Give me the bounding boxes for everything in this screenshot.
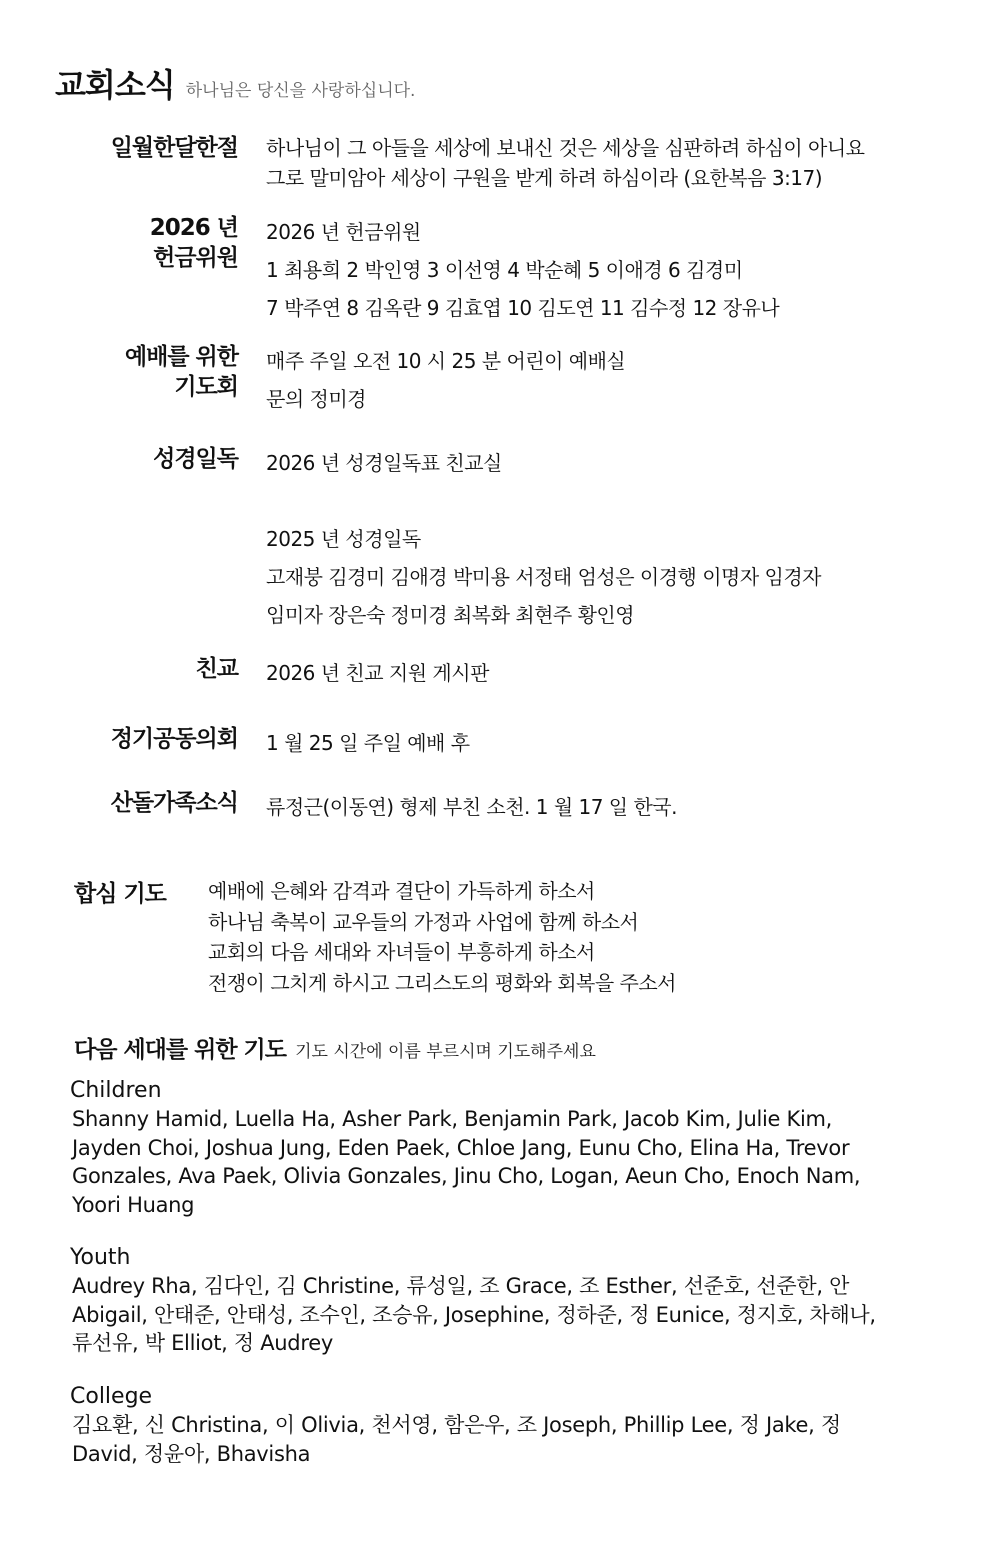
bible-reading-line: 2025 년 성경일독 xyxy=(266,527,421,551)
united-prayer-line: 하나님 축복이 교우들의 가정과 사업에 함께 하소서 xyxy=(208,909,639,934)
names-line: Audrey Rha, 김다인, 김 Christine, 류성일, 조 Grace, 조 Esther, 선준호, 선준한, 안 xyxy=(72,1274,850,1298)
names-line: 김요환, 신 Christina, 이 Olivia, 천서영, 함은우, 조 Joseph, Phillip Lee, 정 Jake, 정 xyxy=(72,1413,841,1437)
fellowship-label: 친교 xyxy=(195,656,238,682)
page-header xyxy=(55,60,415,106)
bible-reading-label: 성경일독 xyxy=(153,446,238,472)
united-prayer-label: 합심 기도 xyxy=(74,881,166,907)
prayer-meeting-line: 매주 주일 오전 10 시 25 분 어린이 예배실 xyxy=(266,349,626,373)
family-news-body xyxy=(266,788,966,826)
verse-label: 일월한달한절 xyxy=(110,135,238,161)
next-generation-subtitle: 기도 시간에 이름 부르시며 기도해주세요 xyxy=(295,1042,596,1062)
verse-line: 그로 말미암아 세상이 구원을 받게 하려 하심이라 (요한복음 3:17) xyxy=(266,166,823,190)
names-line: Gonzales, Ava Paek, Olivia Gonzales, Jinu Cho, Logan, Aeun Cho, Enoch Nam, xyxy=(72,1164,861,1188)
united-prayer-body xyxy=(208,876,676,998)
names-line: Jayden Choi, Joshua Jung, Eden Paek, Chloe Jang, Eunu Cho, Elina Ha, Trevor xyxy=(72,1135,850,1160)
prayer-meeting-line: 문의 정미경 xyxy=(266,387,366,411)
council-label: 정기공동의회 xyxy=(110,726,238,752)
offering-line: 7 박주연 8 김옥란 9 김효엽 10 김도연 11 김수정 12 장유나 xyxy=(266,296,780,320)
page-subtitle: 하나님은 당신을 사랑하십니다. xyxy=(185,81,416,101)
bible-reading-line: 2026 년 성경일독표 친교실 xyxy=(266,451,502,475)
prayer-meeting-label-line: 예배를 위한 xyxy=(124,344,238,370)
offering-label-line: 2026 년 xyxy=(149,215,238,241)
council-body xyxy=(266,724,966,762)
youth-group xyxy=(70,1243,950,1358)
children-group xyxy=(70,1076,950,1219)
group-title: Children xyxy=(70,1078,162,1103)
fellowship-body xyxy=(266,654,966,692)
fellowship-line: 2026 년 친교 지원 게시판 xyxy=(266,661,489,685)
bible-reading-body xyxy=(266,444,966,634)
offering-label xyxy=(40,213,238,273)
group-names xyxy=(70,1272,950,1358)
united-prayer-line: 전쟁이 그치게 하시고 그리스도의 평화와 회복을 주소서 xyxy=(208,970,677,995)
prayer-meeting-label xyxy=(40,342,238,402)
bible-reading-line: 임미자 장은숙 정미경 최복화 최현주 황인영 xyxy=(266,603,635,627)
names-line: David, 정윤아, Bhavisha xyxy=(72,1441,311,1466)
bible-reading-line: 고재붕 김경미 김애경 박미용 서정태 엄성은 이경행 이명자 임경자 xyxy=(266,565,821,589)
next-generation-title: 다음 세대를 위한 기도 xyxy=(74,1037,286,1063)
offering-line: 2026 년 헌금위원 xyxy=(266,220,421,244)
family-news-line: 류정근(이동연) 형제 부친 소천. 1 월 17 일 한국. xyxy=(266,795,677,819)
names-line: Abigail, 안태준, 안태성, 조수인, 조승유, Josephine, 정하준, 정 Eunice, 정지호, 차해나, xyxy=(72,1302,876,1327)
spacer xyxy=(266,482,966,520)
group-names xyxy=(70,1411,950,1468)
offering-body xyxy=(266,213,966,327)
united-prayer-line: 교회의 다음 세대와 자녀들이 부흥하게 하소서 xyxy=(208,940,595,964)
group-names xyxy=(70,1105,950,1219)
names-line: Yoori Huang xyxy=(72,1192,195,1217)
council-line: 1 월 25 일 주일 예배 후 xyxy=(266,731,470,755)
prayer-meeting-body xyxy=(266,342,966,418)
group-title: Youth xyxy=(70,1245,131,1270)
verse-line: 하나님이 그 아들을 세상에 보내신 것은 세상을 심판하려 하심이 아니요 xyxy=(266,136,865,160)
page-title: 교회소식 xyxy=(55,66,175,104)
names-line: Shanny Hamid, Luella Ha, Asher Park, Benjamin Park, Jacob Kim, Julie Kim, xyxy=(72,1107,833,1131)
verse-body xyxy=(266,133,966,193)
group-title: College xyxy=(70,1384,153,1409)
family-news-label: 산돌가족소식 xyxy=(110,790,238,816)
prayer-meeting-label-line: 기도회 xyxy=(174,374,238,400)
college-group xyxy=(70,1382,950,1468)
united-prayer-line: 예배에 은혜와 감격과 결단이 가득하게 하소서 xyxy=(208,879,595,903)
offering-line: 1 최용희 2 박인영 3 이선영 4 박순혜 5 이애경 6 김경미 xyxy=(266,258,743,282)
names-line: 류선유, 박 Elliot, 정 Audrey xyxy=(72,1331,333,1355)
offering-label-line: 헌금위원 xyxy=(153,245,238,271)
next-generation-heading xyxy=(74,1031,596,1064)
